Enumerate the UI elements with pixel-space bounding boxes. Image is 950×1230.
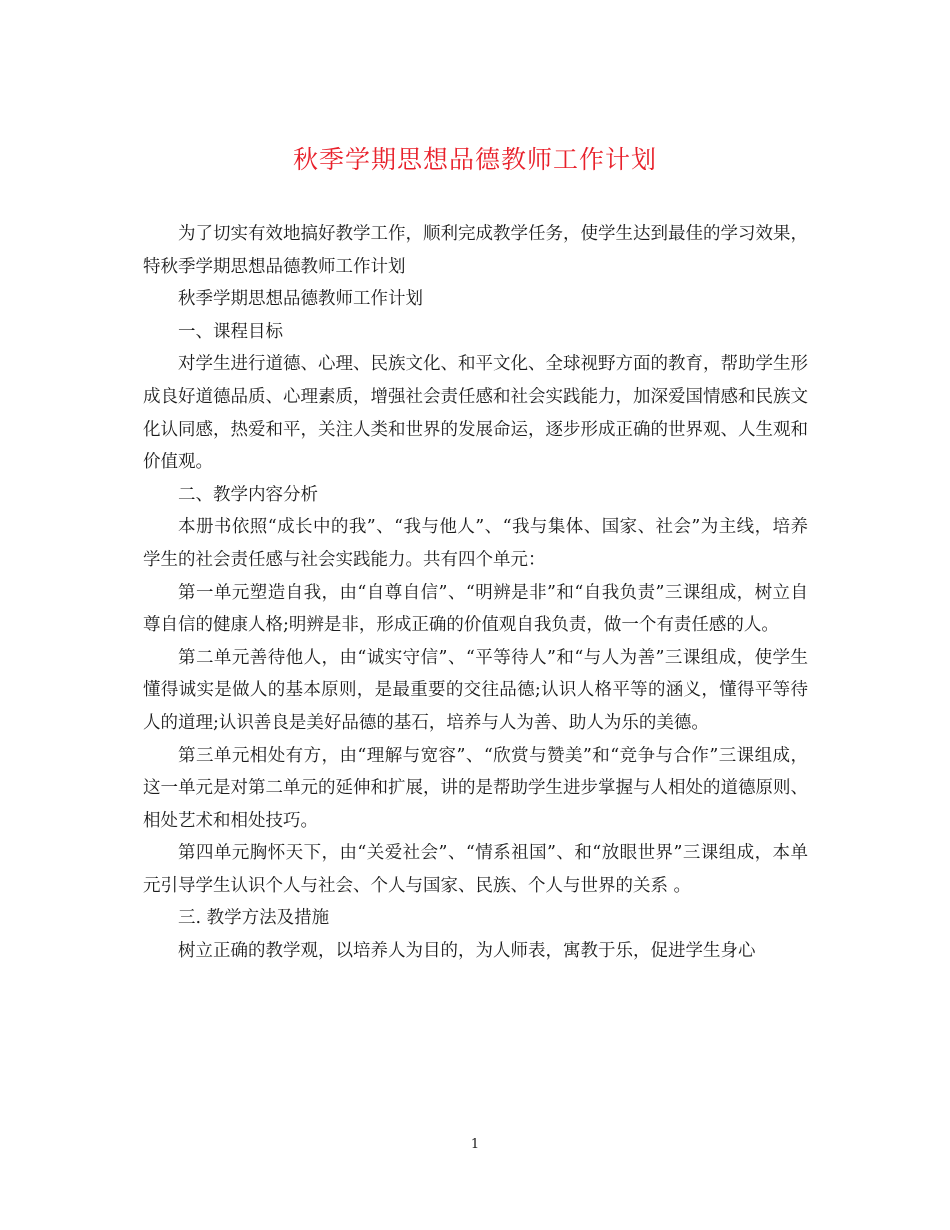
section-heading-content-analysis: 二、教学内容分析: [178, 484, 318, 505]
paragraph-content-overview: 本册书依照“成长中的我”、“我与他人”、“我与集体、国家、社会”为主线，培养学生的社会责任感与社会实践能力。共有四个单元：: [143, 517, 808, 570]
paragraph-course-goals: 对学生进行道德、心理、民族文化、和平文化、全球视野方面的教育，帮助学生形成良好道德品质、心理素质，增强社会责任感和社会实践能力，加深爱国情感和民族文化认同感，热爱和平，关注人类和世界的发展命运，逐步形成正确的世界观、人生观和价值观。: [143, 354, 808, 473]
paragraph-unit-four: 第四单元胸怀天下，由“关爱社会”、“情系祖国”、和“放眼世界”三课组成，本单元引导学生认识个人与社会、个人与国家、民族、个人与世界的关系 。: [143, 843, 808, 896]
paragraph-subtitle: 秋季学期思想品德教师工作计划: [178, 289, 423, 310]
paragraph-intro: 为了切实有效地搞好教学工作，顺利完成教学任务，使学生达到最佳的学习效果，特秋季学期思想品德教师工作计划: [143, 224, 808, 277]
document-title: 秋季学期思想品德教师工作计划: [292, 145, 657, 174]
paragraph-methods: 树立正确的教学观，以培养人为目的，为人师表，寓教于乐，促进学生身心: [178, 941, 756, 962]
document-body: [143, 218, 808, 968]
section-heading-course-goals: 一、课程目标: [178, 321, 283, 342]
paragraph-unit-two: 第二单元善待他人，由“诚实守信”、“平等待人”和“与人为善”三课组成，使学生懂得诚实是做人的基本原则，是最重要的交往品德;认识人格平等的涵义，懂得平等待人的道理;认识善良是美好品德的基石，培养与人为善、助人为乐的美德。: [143, 647, 808, 733]
section-heading-methods: 三. 教学方法及措施: [178, 908, 330, 929]
page-number: 1: [470, 1137, 480, 1152]
paragraph-unit-one: 第一单元塑造自我，由“自尊自信”、“明辨是非”和“自我负责”三课组成，树立自尊自信的健康人格;明辨是非，形成正确的价值观自我负责，做一个有责任感的人。: [143, 582, 808, 636]
paragraph-unit-three: 第三单元相处有方，由“理解与宽容”、“欣赏与赞美”和“竞争与合作”三课组成，这一单元是对第二单元的延伸和扩展，讲的是帮助学生进步掌握与人相处的道德原则、相处艺术和相处技巧。: [143, 745, 808, 831]
